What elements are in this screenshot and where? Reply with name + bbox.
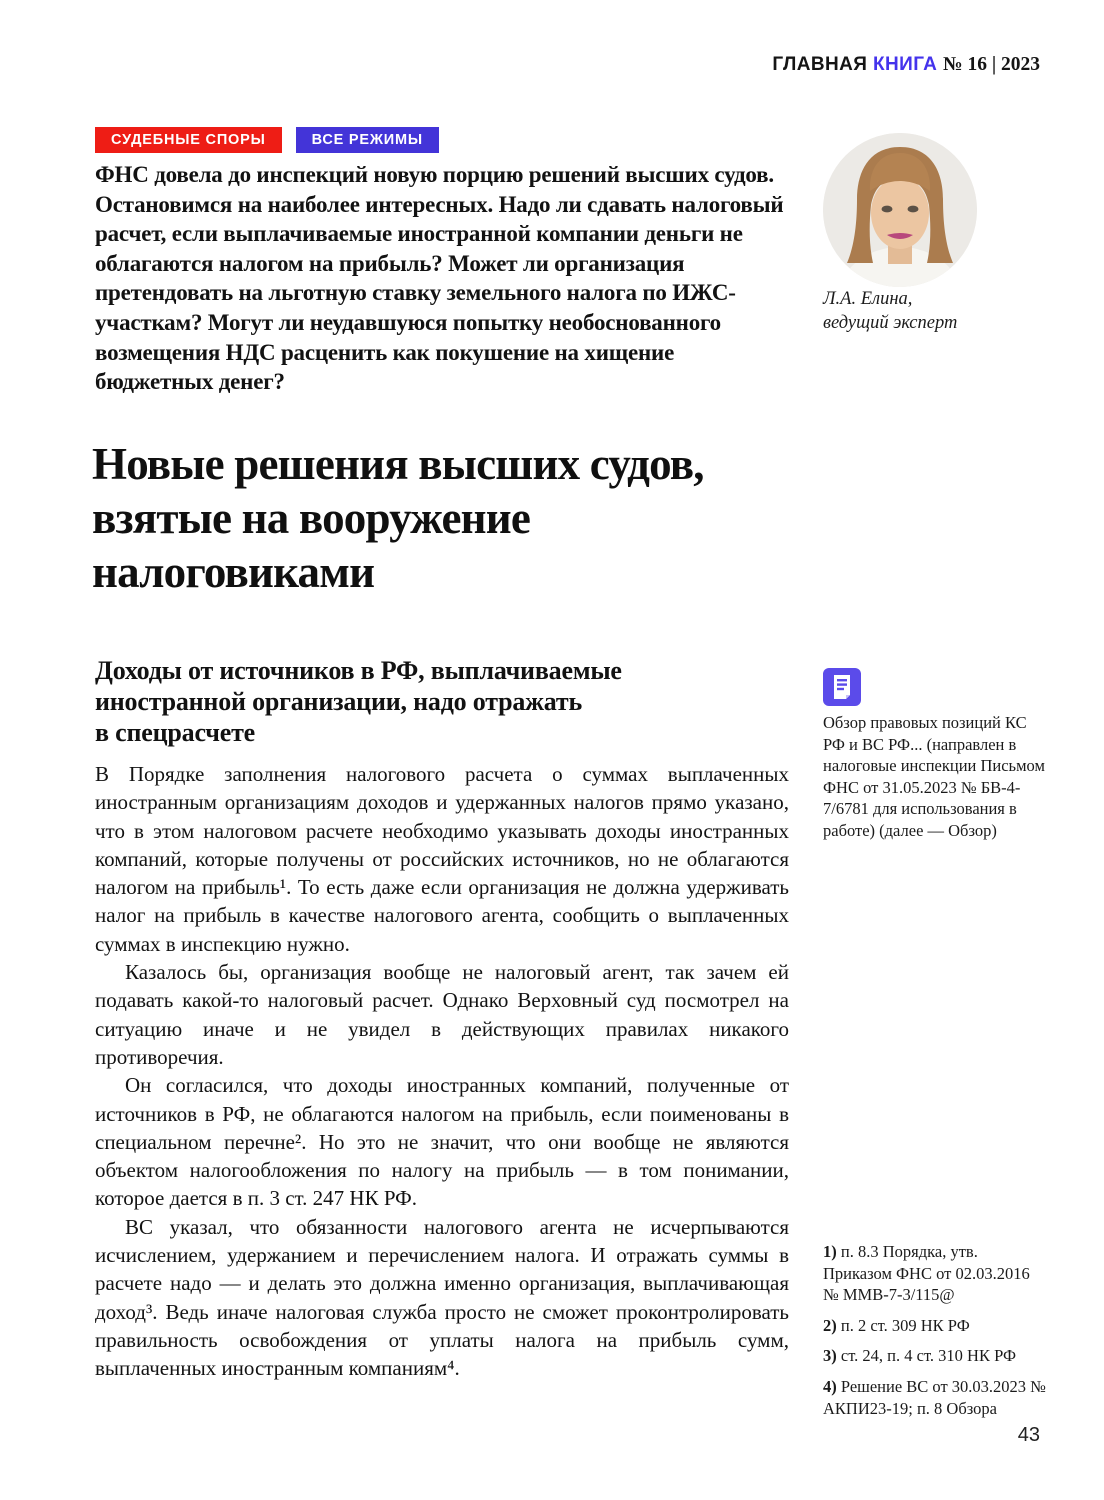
footnote-item <box>823 1345 1047 1367</box>
article-title-line: налоговиками <box>92 547 375 597</box>
footnote-number: 1) <box>823 1242 837 1261</box>
author-photo <box>823 133 977 287</box>
body-paragraph: В Порядке заполнения налогового расчета о суммах выплаченных иностранным организациям доходов и удержанных налогов прямо указано, что в этом налоговом расчете необходимо указывать доходы иностранных компаний, которые получены от российских источников, но не облагаются налогом на прибыль¹. То есть даже если организация не должна удерживать налог на прибыль в качестве налогового агента, сообщить о выплаченных суммах в инспекцию нужно. <box>95 762 789 956</box>
footnote-text: п. 8.3 Порядка, утв. Приказом ФНС от 02.03.2016 № ММВ-7-3/115@ <box>823 1242 1030 1305</box>
brand-name-main: ГЛАВНАЯ <box>772 54 868 75</box>
author-caption <box>823 287 957 335</box>
brand-name-accent: КНИГА <box>873 54 938 75</box>
footnote-text: Решение ВС от 30.03.2023 № АКПИ23-19; п. 8 Обзора <box>823 1376 1046 1418</box>
section-heading-line: в спецрасчете <box>95 718 255 747</box>
footnote-number: 3) <box>823 1346 837 1366</box>
body-paragraph: ВС указал, что обязанности налогового агента не исчерпываются исчислением, удержанием и перечислением налога. И отражать суммы в расчете надо — и делать это должна именно организация, выплачивающая доход³. Ведь иначе налоговая служба просто не сможет проконтролировать правильность освобождения от уплаты налога на прибыль сумм, выплаченных иностранным компаниям⁴. <box>95 1214 789 1381</box>
badge-court-disputes: СУДЕБНЫЕ СПОРЫ <box>95 127 282 153</box>
footnotes <box>823 1241 1047 1428</box>
article-lead: ФНС довела до инспекций новую порцию решений высших судов. Остановимся на наиболее интересных. Надо ли сдавать налоговый расчет, если выплачиваемые иностранной компании деньги не облагаются налогом на прибыль? Может ли организация претендовать на льготную ставку земельного налога по ИЖС-участкам? Могут ли неудавшуюся попытку необоснованного возмещения НДС расценить как покушение на хищение бюджетных денег? <box>95 162 784 395</box>
body-paragraph: Казалось бы, организация вообще не налоговый агент, так зачем ей подавать какой-то налоговый расчет. Однако Верховный суд посмотрел на ситуацию иначе и не увидел в действующих правилах никакого противоречия. <box>95 960 789 1069</box>
page-number: 43 <box>1017 1424 1040 1446</box>
footnote-number: 4) <box>823 1376 837 1396</box>
body-paragraph: Он согласился, что доходы иностранных компаний, полученные от источников в РФ, не облагаются налогом на прибыль, если поименованы в специальном перечне². Но это не значит, что они вообще не являются объектом налогообложения по налогу на прибыль — в том понимании, которое дается в п. 3 ст. 247 НК РФ. <box>95 1073 789 1211</box>
footnote-item <box>823 1241 1047 1306</box>
author-name: Л.А. Елина, <box>823 289 913 309</box>
footnote-number: 2) <box>823 1315 837 1335</box>
article-title-line: Новые решения высших судов, <box>92 439 704 489</box>
sidebar-reference-note: Обзор правовых позиций КС РФ и ВС РФ... (направлен в налоговые инспекции Письмом ФНС от 31.05.2023 № БВ-4-7/6781 для использования в работе) (далее — Обзор) <box>823 713 1045 840</box>
footnote-text: п. 2 ст. 309 НК РФ <box>840 1315 970 1335</box>
section-heading-line: Доходы от источников в РФ, выплачиваемые <box>95 656 622 685</box>
author-role: ведущий эксперт <box>823 313 958 333</box>
category-badges <box>95 127 439 153</box>
section-heading-line: иностранной организации, надо отражать <box>95 687 583 716</box>
document-note-icon <box>823 668 861 706</box>
footnote-item <box>823 1315 1047 1337</box>
badge-all-regimes: ВСЕ РЕЖИМЫ <box>296 127 439 153</box>
footnote-text: ст. 24, п. 4 ст. 310 НК РФ <box>840 1346 1017 1366</box>
issue-number: № 16 | 2023 <box>942 54 1040 75</box>
article-title <box>92 437 1012 599</box>
article-body <box>95 760 789 1383</box>
article-title-line: взятые на вооружение <box>92 493 531 543</box>
section-heading <box>95 655 805 748</box>
footnote-item <box>823 1376 1047 1419</box>
masthead <box>772 54 1040 76</box>
author-portrait-icon <box>823 133 977 287</box>
